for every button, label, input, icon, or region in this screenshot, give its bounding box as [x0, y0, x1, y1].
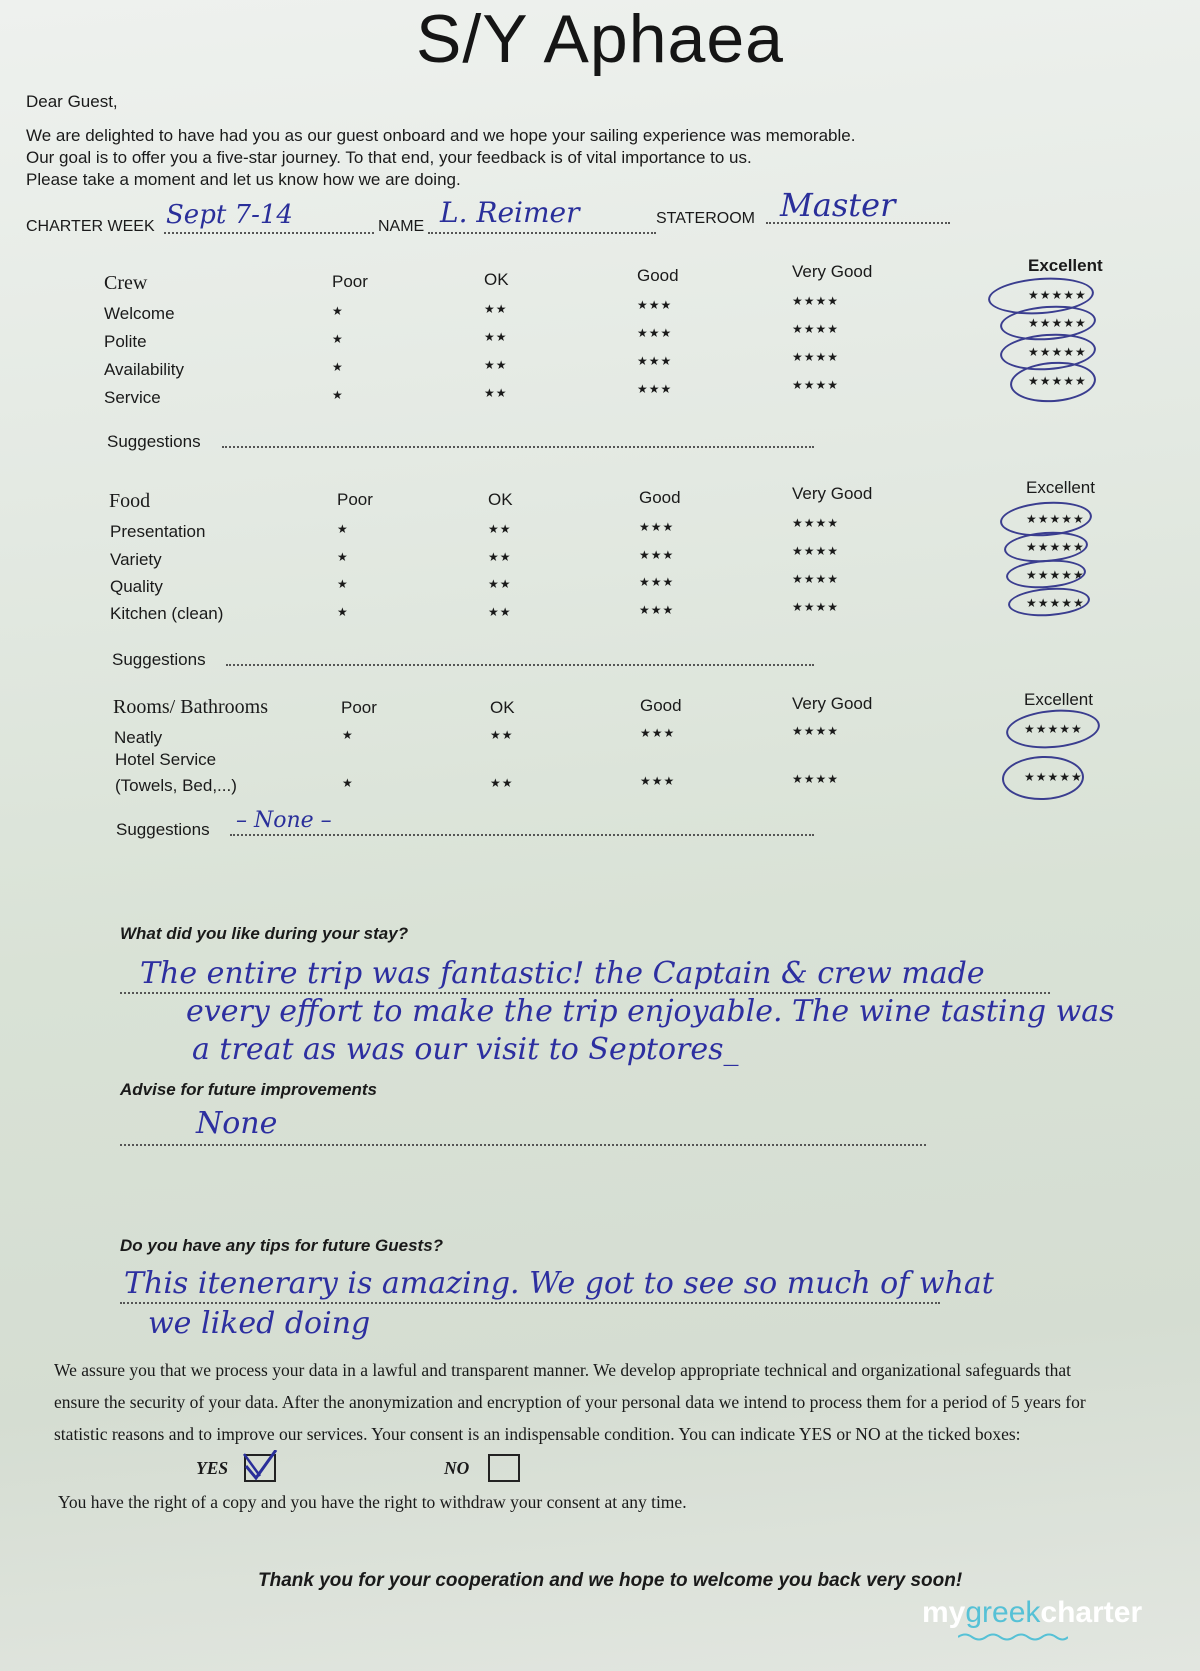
rating-star-4[interactable]: ★★★★ [792, 772, 840, 786]
rating-star-2[interactable]: ★★ [488, 605, 512, 619]
selection-circle [1007, 585, 1091, 619]
advise-question: Advise for future improvements [120, 1080, 377, 1099]
rating-star-4[interactable]: ★★★★ [792, 350, 840, 364]
rating-star-2[interactable]: ★★ [488, 522, 512, 536]
rating-star-4[interactable]: ★★★★ [792, 322, 840, 336]
rooms-suggestions-value[interactable]: – None – [236, 808, 332, 833]
selection-circle [1005, 706, 1102, 752]
rating-star-4[interactable]: ★★★★ [792, 724, 840, 738]
crew-col-good: Good [637, 266, 679, 285]
consent-text-line-3: statistic reasons and to improve our services. Your consent is an indispensable condition. You can indicate YES or NO at the ticked boxes: [54, 1424, 1021, 1444]
food-item-quality: Quality [110, 577, 163, 596]
form-title: S/Y Aphaea [416, 1, 784, 77]
charter-week-label: CHARTER WEEK [26, 218, 155, 235]
rating-star-3[interactable]: ★★★ [637, 382, 673, 396]
logo-wave-icon [958, 1632, 1068, 1642]
stateroom-label: STATEROOM [656, 210, 755, 227]
food-col-excellent: Excellent [1026, 478, 1095, 497]
rating-star-3[interactable]: ★★★ [637, 298, 673, 312]
food-suggestions-label: Suggestions [112, 650, 206, 669]
rating-star-1[interactable]: ★ [337, 550, 349, 564]
rating-star-3[interactable]: ★★★ [640, 726, 676, 740]
rooms-col-poor: Poor [341, 698, 377, 717]
crew-item-service: Service [104, 388, 161, 407]
rooms-item-hotel-service: Hotel Service [115, 750, 217, 769]
crew-col-very-good: Very Good [792, 262, 873, 281]
intro-line-2: Our goal is to offer you a five-star journey. To that end, your feedback is of vital importance to us. [26, 148, 752, 167]
rating-star-2[interactable]: ★★ [484, 358, 508, 372]
advise-answer[interactable]: None [196, 1106, 278, 1141]
rooms-item-towels-bed: (Towels, Bed,...) [115, 776, 237, 795]
rating-star-1[interactable]: ★ [342, 728, 354, 742]
consent-text-line-1: We assure you that we process your data in a lawful and transparent manner. We develop appropriate technical and organizational safeguards that [54, 1360, 1071, 1380]
liked-answer-line-2[interactable]: every effort to make the trip enjoyable. The wine tasting was [186, 994, 1115, 1029]
rating-star-1[interactable]: ★ [332, 388, 344, 402]
food-col-good: Good [639, 488, 681, 507]
rating-star-5[interactable]: ★★★★★ [1028, 374, 1087, 388]
rating-star-2[interactable]: ★★ [484, 302, 508, 316]
rating-star-3[interactable]: ★★★ [639, 548, 675, 562]
tips-answer-line-1[interactable]: This itenerary is amazing. We got to see so much of what [124, 1266, 994, 1301]
rating-star-4[interactable]: ★★★★ [792, 544, 840, 558]
tips-question: Do you have any tips for future Guests? [120, 1236, 444, 1255]
rating-star-1[interactable]: ★ [342, 776, 354, 790]
rating-star-4[interactable]: ★★★★ [792, 572, 840, 586]
rooms-col-ok: OK [490, 698, 515, 717]
rating-star-2[interactable]: ★★ [488, 550, 512, 564]
thank-you-message: Thank you for your cooperation and we hope to welcome you back very soon! [258, 1570, 963, 1591]
food-item-variety: Variety [110, 550, 162, 569]
rating-star-2[interactable]: ★★ [490, 728, 514, 742]
rating-star-5[interactable]: ★★★★★ [1028, 316, 1087, 330]
check-mark-icon [242, 1450, 278, 1482]
food-col-very-good: Very Good [792, 484, 873, 503]
rating-star-4[interactable]: ★★★★ [792, 600, 840, 614]
rooms-section-title: Rooms/ Bathrooms [113, 696, 269, 718]
rating-star-5[interactable]: ★★★★★ [1024, 770, 1083, 784]
no-checkbox[interactable] [488, 1454, 520, 1482]
food-item-kitchen: Kitchen (clean) [110, 604, 224, 623]
rating-star-1[interactable]: ★ [337, 577, 349, 591]
no-label: NO [444, 1458, 470, 1478]
rating-star-3[interactable]: ★★★ [639, 575, 675, 589]
rating-star-3[interactable]: ★★★ [639, 603, 675, 617]
consent-rights: You have the right of a copy and you have the right to withdraw your consent at any time. [58, 1492, 687, 1512]
crew-suggestions-label: Suggestions [107, 432, 201, 451]
rating-star-5[interactable]: ★★★★★ [1026, 512, 1085, 526]
rating-star-3[interactable]: ★★★ [637, 326, 673, 340]
rating-star-1[interactable]: ★ [337, 522, 349, 536]
rating-star-4[interactable]: ★★★★ [792, 516, 840, 530]
food-section-title: Food [109, 490, 151, 512]
rating-star-5[interactable]: ★★★★★ [1026, 540, 1085, 554]
crew-item-welcome: Welcome [104, 304, 175, 323]
mygreekcharter-logo [922, 1596, 1142, 1630]
food-item-presentation: Presentation [110, 522, 206, 541]
rating-star-1[interactable]: ★ [332, 304, 344, 318]
rating-star-4[interactable]: ★★★★ [792, 378, 840, 392]
rooms-col-excellent: Excellent [1024, 690, 1093, 709]
stateroom-value[interactable]: Master [780, 186, 896, 224]
rating-star-3[interactable]: ★★★ [640, 774, 676, 788]
liked-question: What did you like during your stay? [120, 924, 409, 943]
logo-charter: charter [1040, 1596, 1143, 1629]
crew-col-excellent: Excellent [1028, 256, 1103, 275]
food-col-ok: OK [488, 490, 513, 509]
rooms-col-very-good: Very Good [792, 694, 873, 713]
consent-text-line-2: ensure the security of your data. After the anonymization and encryption of your personal data we intend to process them for a period of 5 years for [54, 1392, 1086, 1412]
rooms-col-good: Good [640, 696, 682, 715]
rating-star-5[interactable]: ★★★★★ [1026, 596, 1085, 610]
logo-my: my [922, 1596, 966, 1629]
charter-week-value[interactable]: Sept 7-14 [166, 200, 293, 230]
crew-section-title: Crew [104, 272, 148, 294]
liked-answer-line-1[interactable]: The entire trip was fantastic! the Captain & crew made [140, 956, 985, 991]
name-label: NAME [378, 218, 425, 235]
rating-star-2[interactable]: ★★ [490, 776, 514, 790]
crew-col-ok: OK [484, 270, 509, 289]
crew-item-polite: Polite [104, 332, 147, 351]
rating-star-3[interactable]: ★★★ [637, 354, 673, 368]
rating-star-2[interactable]: ★★ [484, 330, 508, 344]
rating-star-1[interactable]: ★ [337, 605, 349, 619]
rating-star-5[interactable]: ★★★★★ [1028, 345, 1087, 359]
name-value[interactable]: L. Reimer [440, 196, 580, 229]
rooms-item-neatly: Neatly [114, 728, 163, 747]
selection-circle [1001, 755, 1084, 802]
rating-star-5[interactable]: ★★★★★ [1026, 568, 1085, 582]
intro-line-3: Please take a moment and let us know how we are doing. [26, 170, 461, 189]
rating-star-3[interactable]: ★★★ [639, 520, 675, 534]
selection-circle [1005, 557, 1087, 591]
rating-star-1[interactable]: ★ [332, 332, 344, 346]
rating-star-2[interactable]: ★★ [484, 386, 508, 400]
rating-star-4[interactable]: ★★★★ [792, 294, 840, 308]
rating-star-5[interactable]: ★★★★★ [1024, 722, 1083, 736]
crew-col-poor: Poor [332, 272, 368, 291]
food-col-poor: Poor [337, 490, 373, 509]
logo-greek: greek [965, 1596, 1041, 1629]
liked-answer-line-3[interactable]: a treat as was our visit to Septores_ [192, 1032, 739, 1067]
greeting: Dear Guest, [26, 92, 118, 111]
yes-label: YES [196, 1458, 229, 1478]
yes-checkbox[interactable] [244, 1454, 276, 1482]
intro-line-1: We are delighted to have had you as our guest onboard and we hope your sailing experience was memorable. [26, 126, 856, 145]
tips-answer-line-2[interactable]: we liked doing [148, 1306, 371, 1341]
rooms-suggestions-label: Suggestions [116, 820, 210, 839]
crew-item-availability: Availability [104, 360, 185, 379]
rating-star-2[interactable]: ★★ [488, 577, 512, 591]
rating-star-1[interactable]: ★ [332, 360, 344, 374]
rating-star-5[interactable]: ★★★★★ [1028, 288, 1087, 302]
